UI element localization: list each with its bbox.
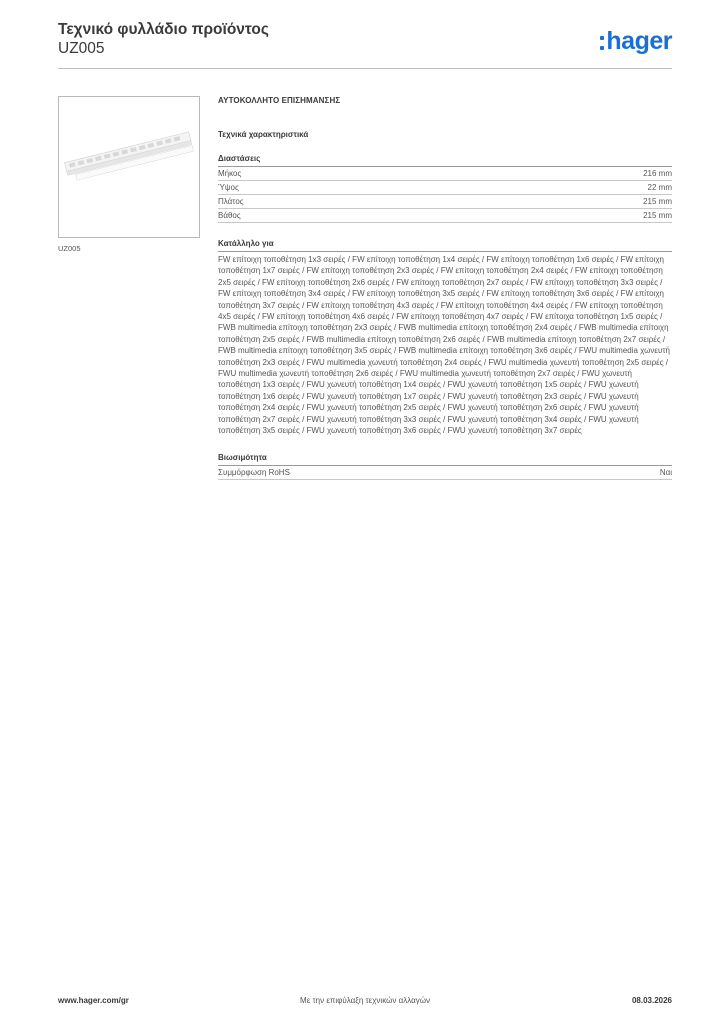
suitable-heading: Κατάλληλο για [218, 239, 274, 248]
spec-row [218, 181, 672, 195]
spec-label: Ύψος [218, 183, 239, 192]
tech-heading: Τεχνικά χαρακτηριστικά [218, 130, 309, 139]
spec-row [218, 209, 672, 223]
spec-label: Συμμόρφωση RoHS [218, 467, 290, 477]
sustainability-heading: Βιωσιμότητα [218, 453, 672, 466]
spec-row [218, 195, 672, 209]
footer-disclaimer: Με την επιφύλαξη τεχνικών αλλαγών [300, 996, 430, 1005]
product-image [58, 96, 200, 238]
dimensions-section [218, 154, 672, 223]
spec-row [218, 167, 672, 181]
spec-label: Βάθος [218, 211, 241, 220]
footer-date: 08.03.2026 [631, 996, 672, 1005]
dimensions-heading: Διαστάσεις [218, 154, 672, 167]
page-footer [58, 996, 672, 1008]
header-divider [58, 68, 672, 69]
product-code: UZ005 [58, 40, 105, 57]
page-header [58, 20, 672, 70]
spec-content [218, 96, 672, 480]
spec-label: Πλάτος [218, 197, 244, 206]
sustainability-section [218, 453, 672, 480]
document-title: Τεχνικό φυλλάδιο προϊόντος [58, 21, 269, 38]
suitable-section [218, 239, 672, 437]
spec-row [218, 466, 672, 480]
spec-value: Ναι [659, 467, 672, 477]
logo-mark-icon [600, 36, 604, 50]
product-name: ΑΥΤΟΚΟΛΛΗΤΟ ΕΠΙΣΗΜΑΝΣΗΣ [218, 96, 341, 105]
spec-label: Μήκος [218, 169, 242, 178]
spec-value: 215 mm [643, 197, 672, 206]
logo-text: hager [606, 27, 672, 55]
label-strip-icon [59, 97, 199, 237]
suitable-text: FW επίτοιχη τοποθέτηση 1x3 σειρές / FW επίτοιχη τοποθέτηση 1x4 σειρές / FW επίτοιχη τοποθέτηση 1x6 σειρές / FW επίτοιχη τοποθέτηση 1x7 σειρές / FW επίτοιχη τοποθέτηση 2x3 σειρές / FW επίτοιχη τοποθέτηση 2x4 σειρές / FW επίτοιχη τοποθέτηση 2x5 σειρές / FW επίτοιχη τοποθέτηση 2x6 σειρές / FW επίτοιχη τοποθέτηση 2x7 σειρές / FW επίτοιχη τοποθέτηση 3x3 σειρές / FW επίτοιχη τοποθέτηση 3x4 σειρές / FW επίτοιχη τοποθέτηση 3x5 σειρές / FW επίτοιχη τοποθέτηση 3x6 σειρές / FW επίτοιχη τοποθέτηση 3x7 σειρές / FW επίτοιχη τοποθέτηση 4x3 σειρές / FW επίτοιχη τοποθέτηση 4x4 σειρές / FW επίτοιχη τοποθέτηση 4x5 σειρές / FW επίτοιχη τοποθέτηση 4x6 σειρές / FW επίτοιχη τοποθέτηση 4x7 σειρές / FW επίτοιχα τοποθέτηση 1x5 σειρές / FWB multimedia επίτοιχη τοποθέτηση 2x3 σειρές / FWB multimedia επίτοιχη τοποθέτηση 2x4 σειρές / FWB multimedia επίτοιχη τοποθέτηση 2x5 σειρές / FWB multimedia επίτοιχη τοποθέτηση 2x6 σειρές / FWB multimedia επίτοιχη τοποθέτηση 2x7 σειρές / FWB multimedia επίτοιχη τοποθέτηση 3x5 σειρές / FWB multimedia επίτοιχη τοποθέτηση 3x6 σειρές / FWU multimedia χωνευτή τοποθέτηση 2x3 σειρές / FWU multimedia χωνευτή τοποθέτηση 2x4 σειρές / FWU multimedia χωνευτή τοποθέτηση 2x5 σειρές / FWU multimedia χωνευτή τοποθέτηση 2x6 σειρές / FWU multimedia χωνευτή τοποθέτηση 2x7 σειρές / FWU χωνευτή τοποθέτηση 1x3 σειρές / FWU χωνευτή τοποθέτηση 1x4 σειρές / FWU χωνευτή τοποθέτηση 1x5 σειρές / FWU χωνευτή τοποθέτηση 1x6 σειρές / FWU χωνευτή τοποθέτηση 1x7 σειρές / FWU χωνευτή τοποθέτηση 2x3 σειρές / FWU χωνευτή τοποθέτηση 2x4 σειρές / FWU χωνευτή τοποθέτηση 2x5 σειρές / FWU χωνευτή τοποθέτηση 2x6 σειρές / FWU χωνευτή τοποθέτηση 2x7 σειρές / FWU χωνευτή τοποθέτηση 3x3 σειρές / FWU χωνευτή τοποθέτηση 3x4 σειρές / FWU χωνευτή τοποθέτηση 3x5 σειρές / FWU χωνευτή τοποθέτηση 3x6 σειρές / FWU χωνευτή τοποθέτηση 3x7 σειρές [218, 251, 672, 437]
hager-logo [600, 26, 672, 56]
image-caption: UZ005 [58, 244, 81, 253]
spec-value: 22 mm [647, 183, 672, 192]
spec-value: 215 mm [643, 211, 672, 220]
footer-url[interactable]: www.hager.com/gr [58, 996, 129, 1005]
spec-value: 216 mm [643, 169, 672, 178]
